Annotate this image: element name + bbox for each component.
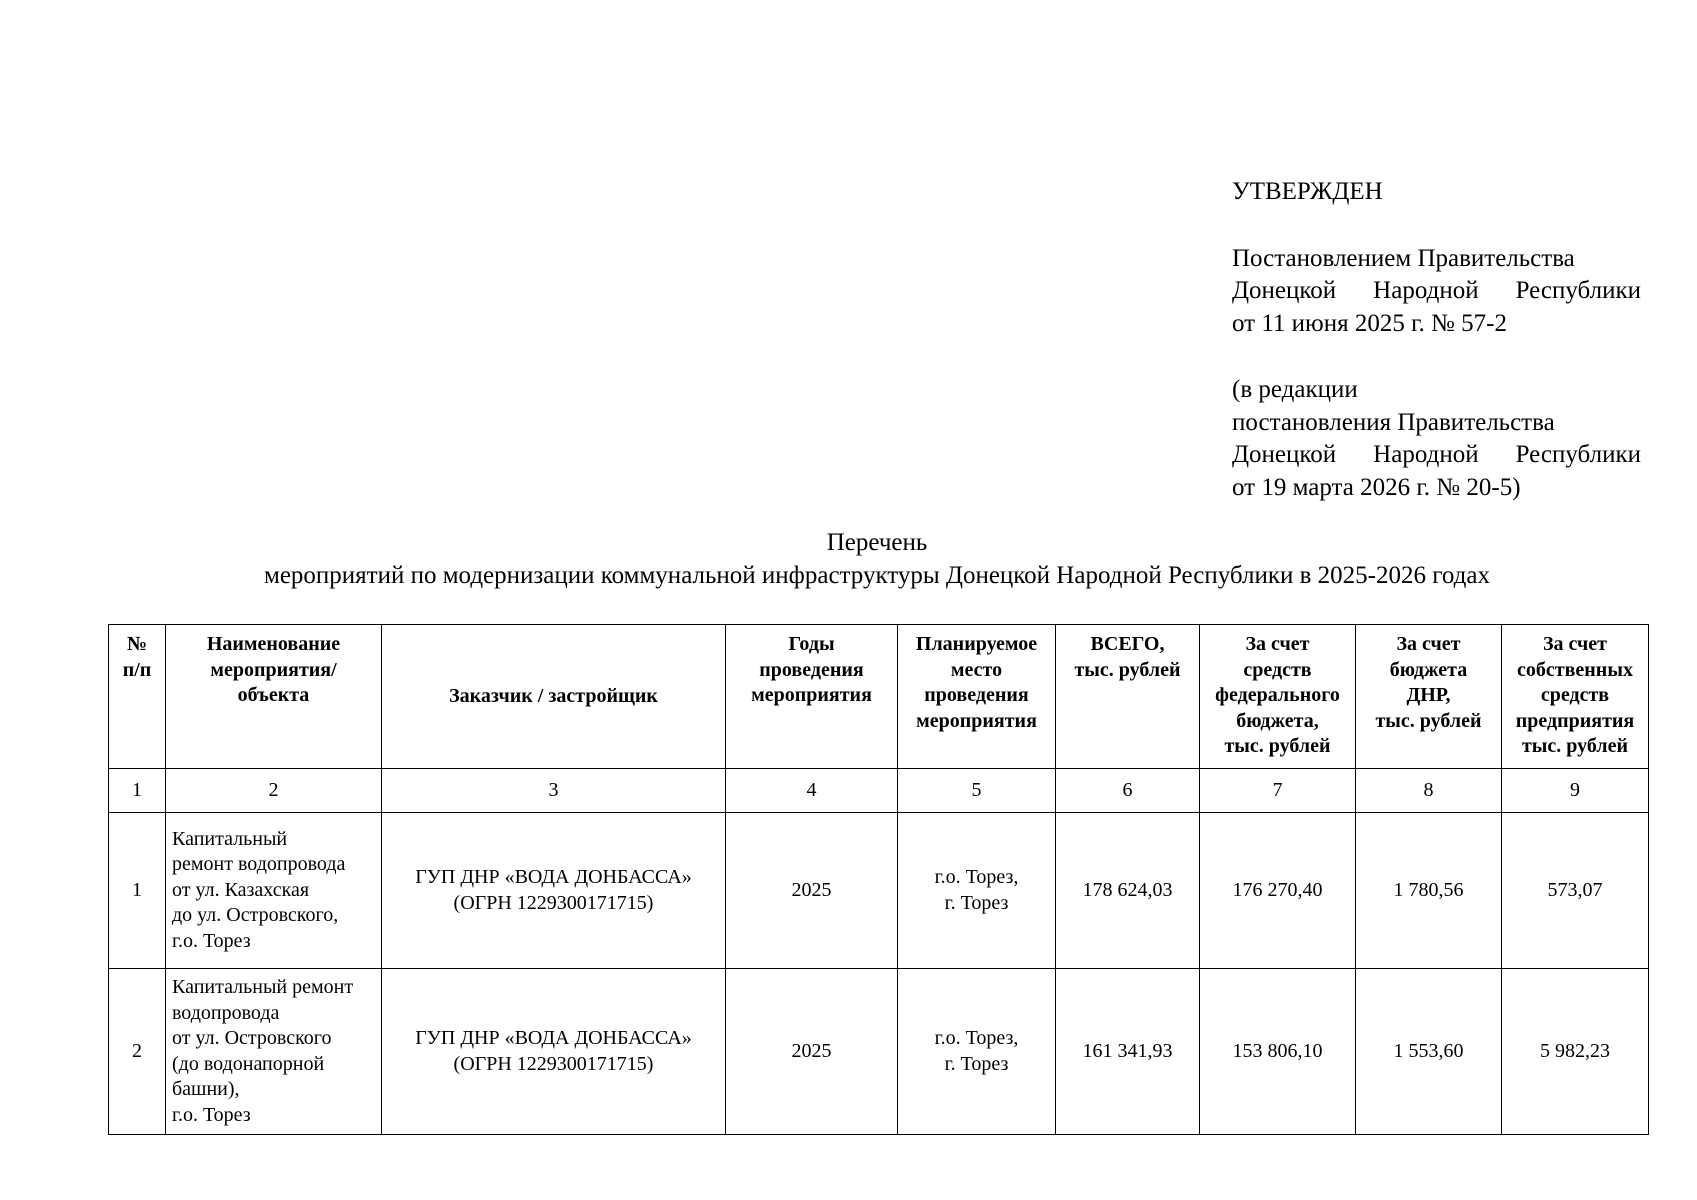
measure-name-line: башни), [172,1078,240,1100]
federal-amount: 176 270,40 [1200,813,1356,969]
header-line: проведения [759,658,864,681]
place-line: г.о. Торез, [934,866,1019,888]
table-header-row [109,625,1649,769]
heading-subtitle: мероприятий по модернизации коммунальной инфраструктуры Донецкой Народной Республики в 2025-2026 годах [264,562,1490,589]
own-funds-amount: 573,07 [1502,813,1649,969]
header-line: Заказчик / застройщик [449,684,658,707]
approval-decree-line: от 11 июня 2025 г. № 57-2 [1232,309,1507,337]
place-line: г. Торез [944,1052,1009,1075]
header-line: средств [1243,658,1312,681]
measure-name-line: до ул. Островского, [172,904,339,927]
header-line: мероприятия/ [210,658,337,681]
header-cell-name [166,625,382,769]
measure-place [898,813,1056,969]
header-line: За счет [1396,633,1461,655]
total-amount: 161 341,93 [1056,969,1200,1135]
approval-decree-line: Постановлением Правительства [1232,244,1575,272]
measure-name [166,969,382,1135]
header-cell-num [109,625,166,769]
header-cell-dnr-budget [1356,625,1502,769]
header-line: тыс. рублей [1375,709,1482,732]
header-cell-customer [382,625,726,769]
measure-name-line: от ул. Казахская [172,878,310,901]
header-line: объекта [237,684,310,706]
customer-line: (ОГРН 1229300171715) [453,891,654,914]
document-heading [0,526,1697,592]
measure-name-line: Капитальный [172,827,288,850]
header-line: Наименование [206,633,341,655]
measure-name-line: водопровода [172,1001,280,1024]
header-cell-own-funds [1502,625,1649,769]
customer-line: ГУП ДНР «ВОДА ДОНБАССА» [415,866,692,888]
approval-revision [1232,374,1672,504]
customer-line: (ОГРН 1229300171715) [453,1052,654,1075]
header-line: место [950,658,1003,681]
measure-name-line: Капитальный ремонт [172,976,354,998]
customer [382,813,726,969]
header-line: проведения [924,684,1029,706]
header-cell-place [898,625,1056,769]
header-cell-federal [1200,625,1356,769]
column-numbers-row [109,769,1649,813]
table-row [109,969,1649,1135]
header-line: Годы [788,633,835,655]
column-number: 2 [166,769,382,813]
customer [382,969,726,1135]
approval-decree-line: Донецкой Народной Республики [1232,277,1641,304]
header-line: федерального [1215,684,1340,706]
measure-year: 2025 [726,969,898,1135]
approval-revision-line: от 19 марта 2026 г. № 20-5) [1232,473,1521,501]
table-row [109,813,1649,969]
header-line: тыс. рублей [1521,735,1629,757]
place-line: г.о. Торез, [934,1027,1019,1049]
column-number: 7 [1200,769,1356,813]
approval-revision-line: постановления Правительства [1232,408,1555,436]
customer-line: ГУП ДНР «ВОДА ДОНБАССА» [415,1027,692,1049]
header-line: собственных [1517,658,1633,681]
header-line: тыс. рублей [1224,735,1331,757]
header-line: ВСЕГО, [1090,633,1165,655]
column-number: 9 [1502,769,1649,813]
approval-revision-line: Донецкой Народной Республики [1232,441,1641,468]
total-amount: 178 624,03 [1056,813,1200,969]
header-line: бюджета [1389,658,1468,681]
measure-name-line: от ул. Островского [172,1027,332,1049]
own-funds-amount: 5 982,23 [1502,969,1649,1135]
column-number: 6 [1056,769,1200,813]
header-cell-total [1056,625,1200,769]
header-line: мероприятия [916,709,1037,732]
measure-name-line: ремонт водопровода [172,853,346,876]
row-number: 1 [109,813,166,969]
column-number: 5 [898,769,1056,813]
header-line: Планируемое [915,633,1038,655]
row-number: 2 [109,969,166,1135]
measure-year: 2025 [726,813,898,969]
header-line: тыс. рублей [1074,658,1181,681]
measure-place [898,969,1056,1135]
measure-name [166,813,382,969]
column-number: 4 [726,769,898,813]
place-line: г. Торез [944,891,1009,914]
measure-name-line: г.о. Торез [172,929,251,952]
measure-name-line: (до водонапорной [172,1052,325,1075]
heading-title: Перечень [826,529,928,556]
header-line: ДНР, [1406,684,1451,706]
header-line: За счет [1245,633,1310,655]
header-line: средств [1540,684,1610,706]
federal-amount: 153 806,10 [1200,969,1356,1135]
approval-stamp [1232,176,1672,504]
measure-name-line: г.о. Торез [172,1103,251,1126]
dnr-budget-amount: 1 553,60 [1356,969,1502,1135]
column-number: 3 [382,769,726,813]
approval-decree [1232,243,1672,341]
approval-revision-line: (в редакции [1232,376,1358,403]
header-line: № [126,633,148,655]
header-line: бюджета, [1236,709,1319,732]
column-number: 1 [109,769,166,813]
dnr-budget-amount: 1 780,56 [1356,813,1502,969]
approval-title: УТВЕРЖДЕН [1232,178,1383,205]
header-line: п/п [122,658,152,681]
measures-table [108,624,1649,1135]
header-line: предприятия [1515,709,1635,732]
header-line: мероприятия [751,684,872,706]
header-line: За счет [1542,633,1607,655]
header-cell-years [726,625,898,769]
column-number: 8 [1356,769,1502,813]
